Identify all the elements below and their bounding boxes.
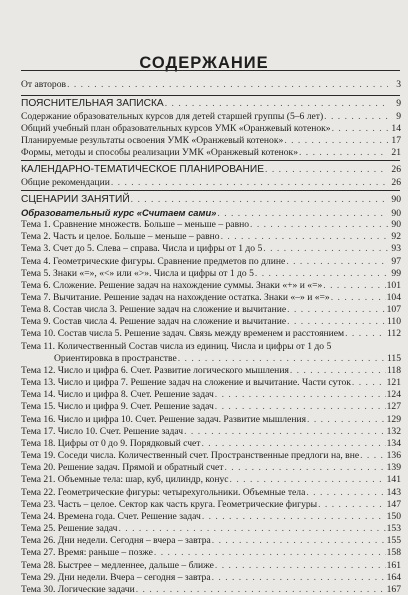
topic-entry[interactable] [21, 341, 401, 352]
toc-entry[interactable] [21, 135, 401, 146]
dot-leader [165, 98, 388, 109]
dot-leader [221, 231, 388, 242]
entry-label: От авторов [21, 79, 67, 90]
topic-entry[interactable] [21, 572, 401, 583]
topic-entry[interactable] [21, 426, 401, 437]
entry-label: Тема 29. Дни недели. Вчера – сегодня – завтра [21, 571, 211, 583]
topic-entry[interactable] [21, 487, 401, 498]
entry-label: Тема 9. Состав числа 4. Решение задач на сложение и вычитание [21, 316, 287, 328]
dot-leader [307, 414, 386, 425]
dot-leader [118, 523, 385, 534]
entry-page: 118 [386, 364, 401, 376]
entry-page: 167 [386, 583, 401, 595]
section-title: КАЛЕНДАРНО-ТЕМАТИЧЕСКОЕ ПЛАНИРОВАНИЕ [21, 164, 265, 175]
entry-label: Тема 24. Времена года. Счет. Решение задач [21, 510, 201, 522]
entry-label: Тема 25. Решение задач [21, 523, 118, 534]
topic-entry[interactable] [21, 547, 401, 558]
dot-leader [178, 353, 386, 364]
entry-label: Тема 4. Геометрические фигуры. Сравнение предметов по длине [21, 255, 286, 267]
topic-entry[interactable] [21, 474, 401, 485]
entry-page: 150 [386, 510, 401, 522]
entry-label: Тема 8. Состав числа 3. Решение задач на сложение и вычитание [21, 304, 287, 316]
entry-label: Тема 19. Соседи числа. Количественный счет. Пространственные предлоги на, вне [21, 450, 360, 461]
dot-leader [215, 389, 386, 400]
entry-label: Тема 1. Сравнение множеств. Больше – меньше – равно [21, 219, 250, 230]
dot-leader [331, 292, 386, 303]
dot-leader [263, 243, 388, 254]
entry-page: 9 [396, 111, 401, 122]
section-page: 26 [391, 164, 401, 175]
toc-entry-continuation[interactable] [54, 353, 401, 364]
dot-leader [287, 304, 385, 315]
entry-page: 132 [386, 425, 401, 437]
entry-page: 134 [386, 437, 401, 449]
entry-label: Формы, методы и способы реализации УМК «Оранжевый котенок» [21, 147, 298, 158]
entry-page: 112 [386, 328, 401, 340]
section-page: 90 [391, 194, 401, 205]
entry-label: Тема 22. Геометрические фигуры: четырехугольники. Объемные тела [21, 486, 306, 498]
entry-page: 124 [386, 389, 401, 401]
entry-page: 139 [386, 462, 401, 474]
topic-entry[interactable] [21, 219, 401, 230]
entry-label: Тема 7. Вычитание. Решение задач на нахождение остатка. Знаки «–» и «=» [21, 292, 330, 303]
entry-page: 97 [391, 255, 401, 267]
entry-label: Тема 12. Число и цифра 6. Счет. Развитие логического мышления [21, 364, 289, 376]
topic-entry[interactable] [21, 499, 401, 510]
dot-leader [324, 111, 388, 122]
entry-page: 101 [386, 279, 401, 291]
topic-entry[interactable] [21, 243, 401, 254]
dot-leader [255, 268, 388, 279]
entry-label: Тема 18. Цифры от 0 до 9. Порядковый счет [21, 437, 201, 449]
dot-leader [136, 584, 386, 595]
entry-page: 136 [386, 450, 401, 461]
topic-entry[interactable] [21, 414, 401, 425]
entry-page: 143 [386, 486, 401, 498]
section-title: СЦЕНАРИИ ЗАНЯТИЙ [21, 194, 130, 205]
course-page: 90 [391, 208, 401, 219]
section-rule [21, 190, 400, 191]
entry-label: Тема 27. Время: раньше – позже [21, 547, 153, 559]
entry-page: 155 [386, 535, 401, 547]
entry-label: Общий учебный план образовательных курсов УМК «Оранжевый котенок» [21, 123, 331, 134]
section-rule [21, 160, 400, 161]
topic-entry[interactable] [21, 316, 401, 327]
entry-label: Тема 3. Счет до 5. Слева – справа. Числа и цифры от 1 до 5 [21, 243, 263, 255]
dot-leader [184, 426, 386, 437]
topic-entry[interactable] [21, 584, 401, 595]
course-heading[interactable] [21, 207, 401, 218]
entry-label: Тема 5. Знаки «=», «<» или «>». Числа и цифры от 1 до 5 [21, 267, 254, 279]
entry-label: Ориентировка в пространстве [54, 352, 177, 364]
toc-entry[interactable] [21, 123, 401, 134]
dot-leader [217, 208, 388, 219]
entry-page: 129 [386, 413, 401, 425]
dot-leader [212, 572, 386, 583]
entry-page: 90 [391, 219, 401, 230]
entry-page: 141 [386, 474, 401, 486]
toc-entry[interactable] [21, 177, 401, 188]
dot-leader [318, 499, 386, 510]
section-page: 9 [396, 98, 401, 109]
entry-page: 161 [386, 559, 401, 571]
dot-leader [345, 328, 386, 339]
toc-entry[interactable] [21, 147, 401, 158]
dot-leader [230, 474, 386, 485]
section-title: ПОЯСНИТЕЛЬНАЯ ЗАПИСКА [21, 98, 164, 109]
dot-leader [286, 256, 388, 267]
entry-page: 115 [386, 352, 401, 364]
entry-page: 153 [386, 523, 401, 534]
entry-page: 17 [391, 135, 401, 146]
entry-label: Тема 15. Число и цифра 9. Счет. Решение задач [21, 401, 214, 413]
entry-page: 99 [391, 267, 401, 279]
entry-label: Тема 26. Дни недели. Сегодня – вчера – завтра [21, 535, 211, 547]
topic-entry[interactable] [21, 438, 401, 449]
entry-page: 147 [386, 498, 401, 510]
entry-label: Тема 14. Число и цифра 8. Счет. Решение задач [21, 389, 214, 401]
topic-entry[interactable] [21, 268, 401, 279]
entry-page: 3 [396, 79, 401, 90]
dot-leader [111, 177, 388, 188]
topic-entry[interactable] [21, 292, 401, 303]
dot-leader [360, 450, 386, 461]
dot-leader [284, 135, 388, 146]
entry-label: Тема 16. Число и цифра 10. Счет. Решение задач. Развитие мышления [21, 413, 307, 425]
dot-leader [299, 147, 388, 158]
topic-entry[interactable] [21, 304, 401, 315]
entry-label: Тема 20. Решение задач. Прямой и обратный счет [21, 462, 224, 474]
entry-page: 92 [391, 231, 401, 243]
dot-leader [332, 123, 388, 134]
entry-page: 121 [386, 377, 401, 389]
dot-leader [202, 511, 386, 522]
topic-entry[interactable] [21, 231, 401, 242]
entry-label: Тема 11. Количественный Состав числа из единиц. Числа и цифры от 1 до 5 [21, 340, 332, 352]
entry-page: 158 [386, 547, 401, 559]
entry-label: Тема 2. Часть и целое. Больше – меньше – равно [21, 231, 220, 243]
topic-entry[interactable] [21, 450, 401, 461]
entry-page: 127 [386, 401, 401, 413]
entry-page: 21 [391, 147, 401, 158]
topic-entry[interactable] [21, 535, 401, 546]
dot-leader [290, 365, 386, 376]
entry-label: Тема 28. Быстрее – медленнее, дальше – ближе [21, 559, 214, 571]
section-rule [21, 95, 400, 96]
topic-entry[interactable] [21, 523, 401, 534]
topic-entry[interactable] [21, 365, 401, 376]
entry-label: Тема 21. Объемные тела: шар, куб, цилиндр, конус [21, 474, 229, 486]
entry-page: 93 [391, 243, 401, 255]
course-title: Образовательный курс «Считаем сами» [21, 207, 217, 218]
dot-leader [131, 194, 388, 205]
entry-label: Тема 30. Логические задачи [21, 583, 135, 595]
section-heading-scenarios[interactable] [21, 194, 401, 205]
dot-leader [215, 401, 386, 412]
entry-page: 110 [386, 316, 401, 328]
entry-page: 14 [391, 123, 401, 134]
dot-leader [287, 316, 386, 327]
dot-leader [215, 560, 386, 571]
dot-leader [154, 547, 386, 558]
entry-page: 104 [386, 292, 401, 303]
entry-label: Тема 13. Число и цифра 7. Решение задач на сложение и вычитание. Части суток [21, 377, 351, 389]
topic-entry[interactable] [21, 560, 401, 571]
dot-leader [224, 462, 385, 473]
topic-entry[interactable] [21, 328, 401, 339]
dot-leader [265, 164, 388, 175]
dot-leader [306, 487, 385, 498]
top-rule [21, 70, 400, 71]
entry-label: Планируемые результаты освоения УМК «Оранжевый котенок» [21, 135, 284, 146]
entry-label: Общие рекомендации [21, 177, 110, 188]
dot-leader [212, 535, 386, 546]
dot-leader [250, 219, 388, 230]
section-heading-explanatory[interactable] [21, 98, 401, 109]
entry-label: Тема 6. Сложение. Решение задач на нахождение суммы. Знаки «+» и «=» [21, 279, 323, 291]
dot-leader [323, 280, 385, 291]
section-heading-planning[interactable] [21, 164, 401, 175]
toc-entry-authors[interactable] [21, 79, 401, 90]
entry-page: 107 [386, 304, 401, 316]
dot-leader [352, 377, 386, 388]
topic-entry[interactable] [21, 377, 401, 388]
topic-entry[interactable] [21, 401, 401, 412]
entry-label: Тема 10. Состав числа 5. Решение задач. Связь между временем и расстоянием [21, 328, 345, 340]
toc-entry[interactable] [21, 111, 401, 122]
entry-label: Тема 23. Часть – целое. Сектор как часть круга. Геометрические фигуры [21, 498, 318, 510]
entry-label: Содержание образовательных курсов для детей старшей группы (5–6 лет) [21, 111, 324, 122]
topic-entry[interactable] [21, 389, 401, 400]
entry-page: 26 [391, 177, 401, 188]
dot-leader [67, 79, 388, 90]
entry-page: 164 [386, 571, 401, 583]
topic-entry[interactable] [21, 256, 401, 267]
topic-entry[interactable] [21, 280, 401, 291]
dot-leader [202, 438, 386, 449]
topic-entry[interactable] [21, 511, 401, 522]
entry-label: Тема 17. Число 10. Счет. Решение задач [21, 425, 184, 437]
topic-entry[interactable] [21, 462, 401, 473]
page-title: СОДЕРЖАНИЕ [139, 54, 269, 72]
